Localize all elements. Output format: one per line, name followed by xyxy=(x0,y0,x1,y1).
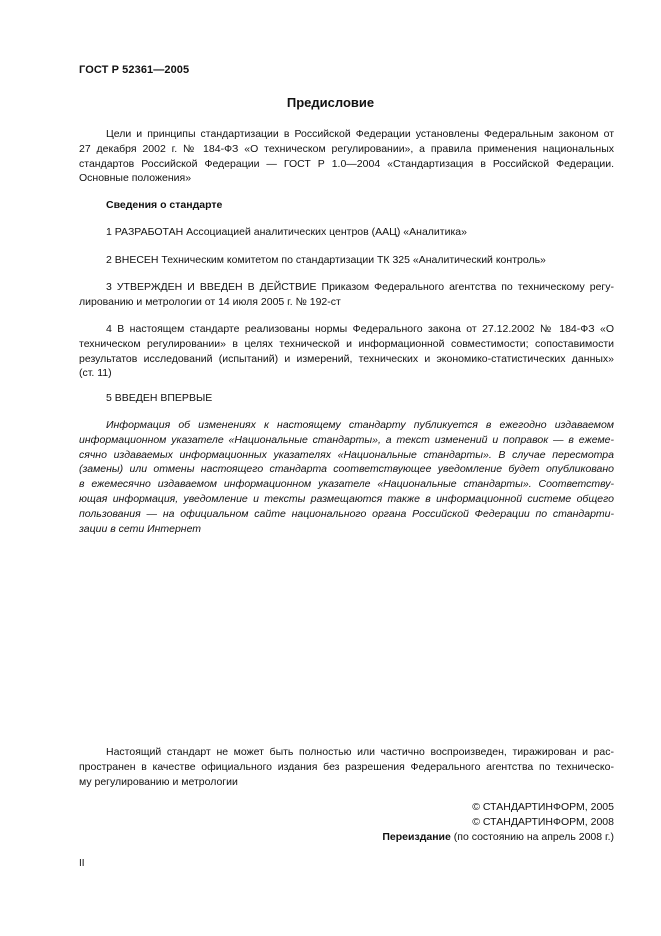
page-title: Предисловие xyxy=(286,95,375,110)
intro-line: стандартов Российской Федерации — ГОСТ Р 1.0—2004 «Стандартизация в Российской Федерации. xyxy=(79,157,614,170)
item-3 xyxy=(79,280,614,310)
copyright-2005: © СТАНДАРТИНФОРМ, 2005 xyxy=(472,801,614,813)
page-number: II xyxy=(79,858,85,869)
item-1: 1 РАЗРАБОТАН Ассоциацией аналитических центров (ААЦ) «Аналитика» xyxy=(106,226,467,238)
info-line: сячно издаваемых информационных указателях «Национальные стандарты». В случае пересмотра xyxy=(79,448,614,461)
item-4-line: результатов исследований (испытаний) и измерений, технических и экономико-статистических данных» xyxy=(79,352,614,365)
intro-line: Основные положения» xyxy=(79,172,192,185)
info-line: (замены) или отмены настоящего стандарта соответствующее уведомление будет опубликовано xyxy=(79,463,614,476)
copyright-2008: © СТАНДАРТИНФОРМ, 2008 xyxy=(472,815,614,828)
item-4-line: (ст. 11) xyxy=(79,367,112,380)
info-notice xyxy=(79,418,614,536)
reissue-line xyxy=(382,830,614,845)
reproduction-line: Настоящий стандарт не может быть полностью или частично воспроизведен, тиражирован и рас- xyxy=(106,746,614,758)
item-4-line: 4 В настоящем стандарте реализованы нормы Федерального закона от 27.12.2002 № 184-ФЗ «О xyxy=(106,323,614,335)
reissue-label: Переиздание xyxy=(382,830,451,843)
section-heading: Сведения о стандарте xyxy=(106,199,223,211)
standard-designation: ГОСТ Р 52361—2005 xyxy=(79,64,190,76)
reproduction-notice xyxy=(79,745,614,789)
intro-line: 27 декабря 2002 г. № 184-ФЗ «О техническом регулировании», а правила применения национальных xyxy=(79,142,614,155)
item-3-line: лированию и метрологии от 14 июля 2005 г. № 192-ст xyxy=(79,295,341,308)
item-5: 5 ВВЕДЕН ВПЕРВЫЕ xyxy=(106,392,213,404)
reissue-note: (по состоянию на апрель 2008 г.) xyxy=(450,830,614,843)
info-line: информационном указателе «Национальные стандарты», а текст изменений и поправок — в ежеме- xyxy=(79,433,614,446)
item-3-line: 3 УТВЕРЖДЕН И ВВЕДЕН В ДЕЙСТВИЕ Приказом Федерального агентства по техническому регу- xyxy=(106,281,614,293)
copyright-block xyxy=(382,800,614,844)
reproduction-line: пространен в качестве официального издания без разрешения Федерального агентства по техническо- xyxy=(79,760,614,773)
reproduction-line: му регулированию и метрологии xyxy=(79,775,238,788)
item-4 xyxy=(79,322,614,381)
item-4-line: техническом регулировании» в целях технической и информационной совместимости; сопоставимости xyxy=(79,337,614,350)
intro-line: Цели и принципы стандартизации в Российской Федерации установлены Федеральным законом от xyxy=(106,128,614,140)
item-2: 2 ВНЕСЕН Техническим комитетом по стандартизации ТК 325 «Аналитический контроль» xyxy=(106,254,546,266)
info-line: в ежемесячно издаваемом информационном указателе «Национальные стандарты». Соответству- xyxy=(79,478,614,491)
info-line: Информация об изменениях к настоящему стандарту публикуется в ежегодно издаваемом xyxy=(106,419,614,431)
info-line: зации в сети Интернет xyxy=(79,522,202,535)
info-line: пользования — на официальном сайте национального органа Российской Федерации по стандарти- xyxy=(79,507,614,520)
info-line: ющая информация, уведомление и тексты размещаются также в информационной системе общего xyxy=(79,492,614,505)
intro-paragraph xyxy=(79,127,614,186)
